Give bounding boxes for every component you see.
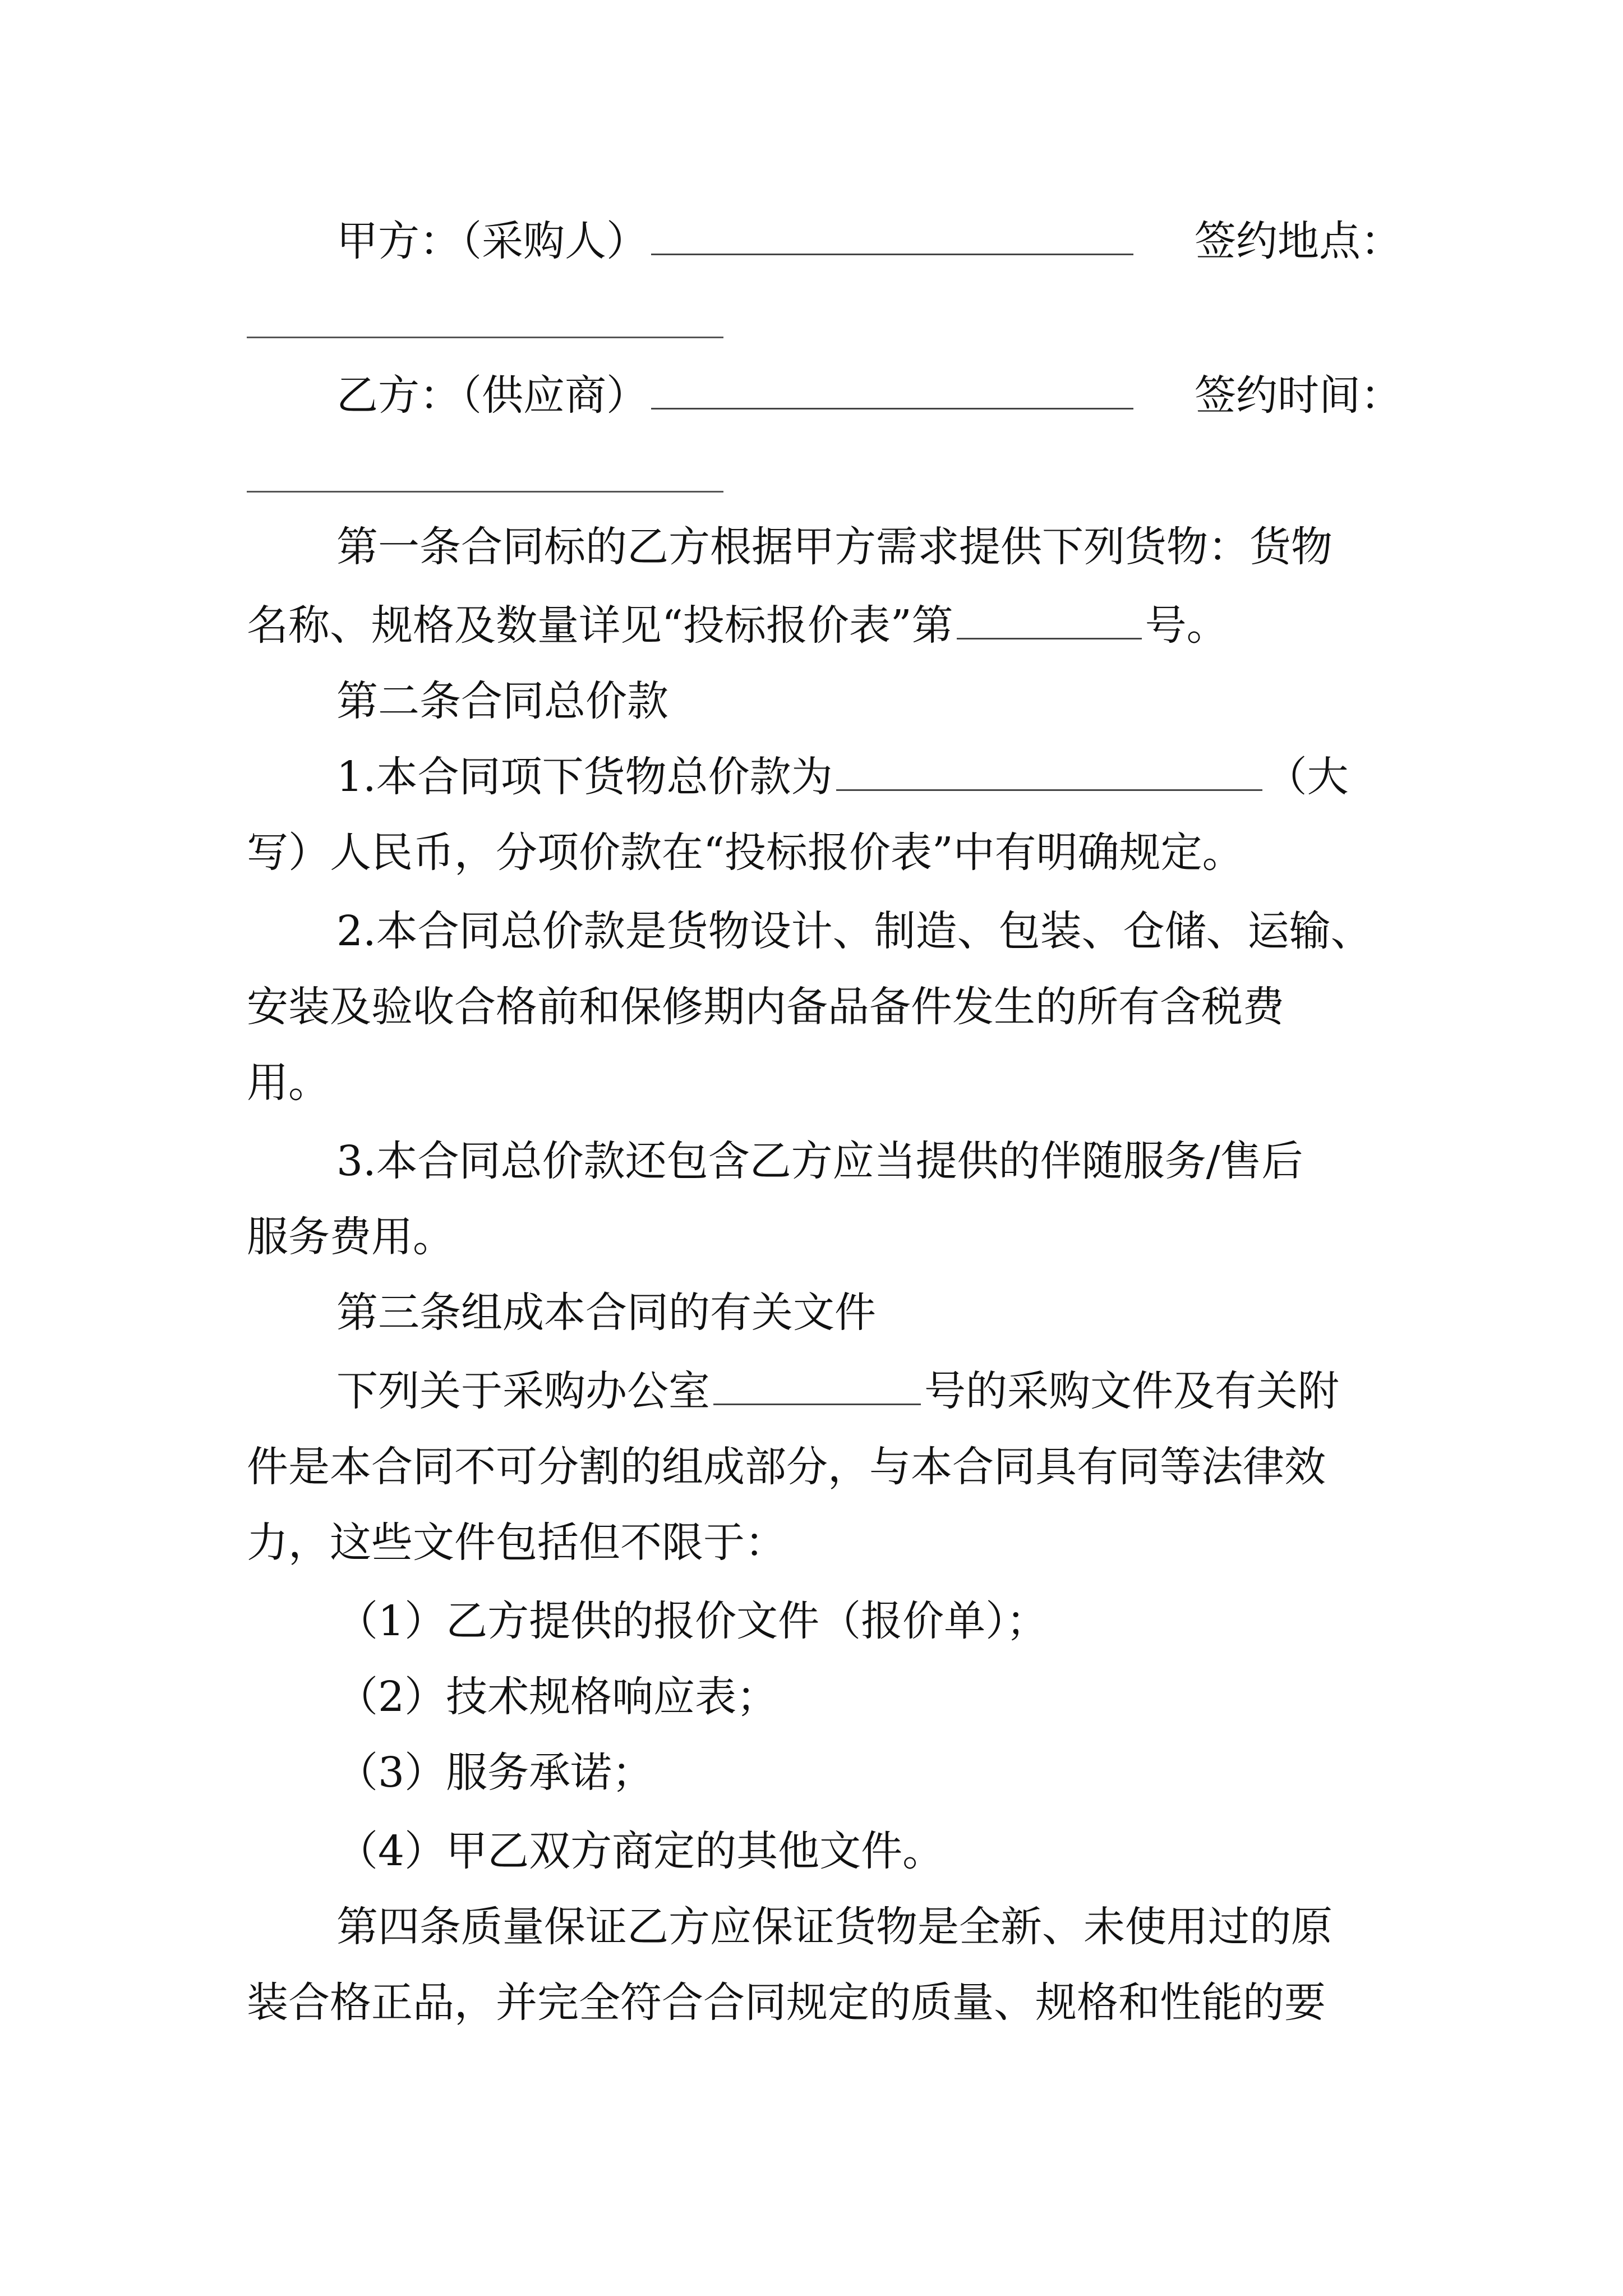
party-a-blank[interactable] (651, 218, 1133, 255)
party-a-label: 甲方：（采购人） (336, 217, 648, 265)
art3-para-pre: 下列关于采购办公室 (336, 1367, 710, 1415)
party-b-line (336, 367, 1137, 424)
art2-item3-line1: 3.本合同总价款还包含乙方应当提供的伴随服务/售后 (336, 1137, 1303, 1185)
art2-item3-line2: 服务费用。 (247, 1213, 454, 1261)
art3-item-2: （2）技术规格响应表； (336, 1673, 778, 1721)
art2-item2-line3: 用。 (247, 1059, 330, 1107)
art2-item1 (336, 749, 1349, 805)
party-b-blank[interactable] (651, 372, 1133, 409)
art3-item-3: （3）服务承诺； (336, 1749, 654, 1797)
sign-place-label: 签约地点： (1195, 217, 1402, 265)
art3-para-post: 号的采购文件及有关附 (924, 1367, 1339, 1415)
art3-item-1: （1）乙方提供的报价文件（报价单）； (336, 1597, 1048, 1645)
art1-line2 (247, 597, 1228, 654)
party-a-line (336, 213, 1137, 269)
art2-total-blank[interactable] (836, 753, 1262, 791)
art2-item2-line2: 安装及验收合格前和保修期内备品备件发生的所有含税费 (247, 983, 1284, 1031)
sign-time-blank[interactable] (247, 491, 723, 493)
art2-item1-line2: 写）人民币，分项价款在“投标报价表”中有明确规定。 (247, 829, 1244, 877)
art2-item2-line1: 2.本合同总价款是货物设计、制造、包装、仓储、运输、 (336, 907, 1372, 955)
sign-place-blank[interactable] (247, 337, 723, 338)
art2-title: 第二条合同总价款 (336, 677, 668, 725)
art1-line2-post: 号。 (1145, 601, 1228, 650)
art4-line2: 装合格正品，并完全符合合同规定的质量、规格和性能的要 (247, 1978, 1326, 2027)
art3-office-blank[interactable] (713, 1368, 921, 1405)
art3-line3: 力，这些文件包括但不限于： (247, 1519, 786, 1567)
art3-para-line1 (336, 1363, 1339, 1419)
art1-line1: 第一条合同标的乙方根据甲方需求提供下列货物：货物 (336, 523, 1332, 571)
art4-line1: 第四条质量保证乙方应保证货物是全新、未使用过的原 (336, 1903, 1332, 1951)
art2-item1-post: （大 (1265, 753, 1349, 801)
art1-line2-pre: 名称、规格及数量详见“投标报价表”第 (247, 601, 953, 650)
art3-item-4: （4）甲乙双方商定的其他文件。 (336, 1827, 944, 1875)
party-b-label: 乙方：（供应商） (336, 371, 648, 420)
art3-line2: 件是本合同不可分割的组成部分，与本合同具有同等法律效 (247, 1443, 1326, 1491)
art2-item1-pre: 1.本合同项下货物总价款为 (336, 753, 833, 801)
sign-time-label: 签约时间： (1195, 371, 1402, 420)
art1-blank[interactable] (957, 602, 1142, 639)
art3-title: 第三条组成本合同的有关文件 (336, 1289, 876, 1337)
